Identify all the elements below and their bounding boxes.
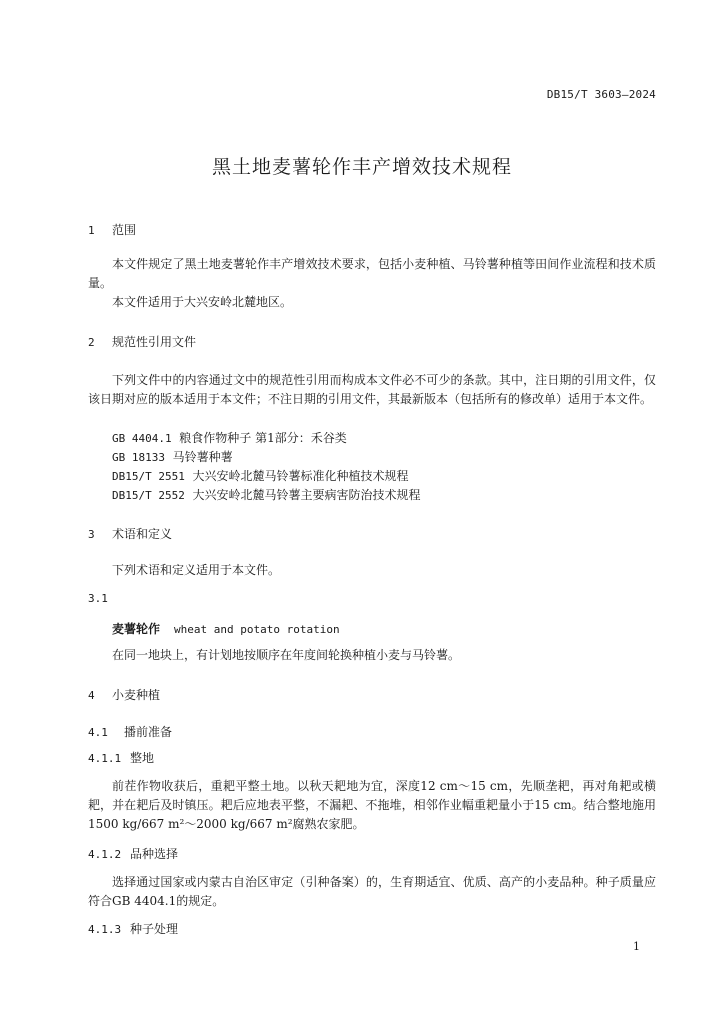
section-number: 4.1.2 <box>88 848 122 861</box>
reference-name: 马铃薯种薯 <box>172 450 233 464</box>
reference-name: 大兴安岭北麓马铃薯主要病害防治技术规程 <box>192 488 421 502</box>
reference-item <box>112 467 409 484</box>
section-number: 1 <box>88 224 95 237</box>
paragraph: 前茬作物收获后，重耙平整土地。以秋天耙地为宜，深度12 cm～15 cm，先顺垄耙，再对角耙或横耙，并在耙后及时镇压。耙后应地表平整，不漏耙、不拖堆，相邻作业幅重耙量小于15 cm。结合整地施用1500 kg/667 m²～2000 kg/667 m²腐熟农家肥。 <box>88 779 656 831</box>
page-title: 黑土地麦薯轮作丰产增效技术规程 <box>211 156 512 178</box>
reference-item <box>112 486 421 503</box>
section-title: 种子处理 <box>130 922 179 936</box>
reference-code: DB15/T 2551 <box>112 470 185 483</box>
section-number: 2 <box>88 336 95 349</box>
section-heading-4 <box>88 686 160 703</box>
subsection-heading-4-1-3 <box>88 920 178 937</box>
section-heading-1 <box>88 221 136 238</box>
paragraph: 本文件适用于大兴安岭北麓地区。 <box>112 295 293 309</box>
section-number: 3 <box>88 528 95 541</box>
page-number: 1 <box>633 940 640 953</box>
reference-code: GB 4404.1 <box>112 432 172 445</box>
section-title: 整地 <box>130 751 155 765</box>
paragraph: 下列术语和定义适用于本文件。 <box>112 563 281 577</box>
reference-item <box>112 429 347 446</box>
term-entry <box>112 620 340 637</box>
section-title: 小麦种植 <box>112 688 161 702</box>
term-english: wheat and potato rotation <box>174 623 340 636</box>
section-number: 4.1.3 <box>88 923 122 936</box>
section-number: 4 <box>88 689 95 702</box>
section-number: 4.1.1 <box>88 752 122 765</box>
section-heading-3 <box>88 525 172 542</box>
section-title: 播前准备 <box>124 725 173 739</box>
section-heading-2 <box>88 333 196 350</box>
subsection-heading-4-1-1 <box>88 749 154 766</box>
reference-code: DB15/T 2552 <box>112 489 185 502</box>
term-chinese: 麦薯轮作 <box>112 622 161 636</box>
subsection-heading-4-1 <box>88 723 172 740</box>
section-title: 术语和定义 <box>112 527 173 541</box>
term-definition: 在同一地块上，有计划地按顺序在年度间轮换种植小麦与马铃薯。 <box>112 648 461 662</box>
paragraph: 下列文件中的内容通过文中的规范性引用而构成本文件必不可少的条款。其中，注日期的引用文件，仅该日期对应的版本适用于本文件；不注日期的引用文件，其最新版本（包括所有的修改单）适用于本文件。 <box>88 373 656 406</box>
section-title: 规范性引用文件 <box>112 335 197 349</box>
section-title: 品种选择 <box>130 847 179 861</box>
document-code: DB15/T 3603—2024 <box>546 88 656 101</box>
paragraph: 本文件规定了黑土地麦薯轮作丰产增效技术要求，包括小麦种植、马铃薯种植等田间作业流程和技术质量。 <box>88 257 656 290</box>
paragraph: 选择通过国家或内蒙古自治区审定（引种备案）的，生育期适宜、优质、高产的小麦品种。种子质量应符合GB 4404.1的规定。 <box>88 875 656 908</box>
subsection-heading-4-1-2 <box>88 845 178 862</box>
reference-code: GB 18133 <box>112 451 165 464</box>
reference-name: 粮食作物种子 第1部分：禾谷类 <box>179 431 347 445</box>
reference-name: 大兴安岭北麓马铃薯标准化种植技术规程 <box>192 469 409 483</box>
section-number: 4.1 <box>88 726 108 739</box>
reference-item <box>112 448 233 465</box>
subsection-number: 3.1 <box>88 592 108 605</box>
section-title: 范围 <box>112 223 137 237</box>
